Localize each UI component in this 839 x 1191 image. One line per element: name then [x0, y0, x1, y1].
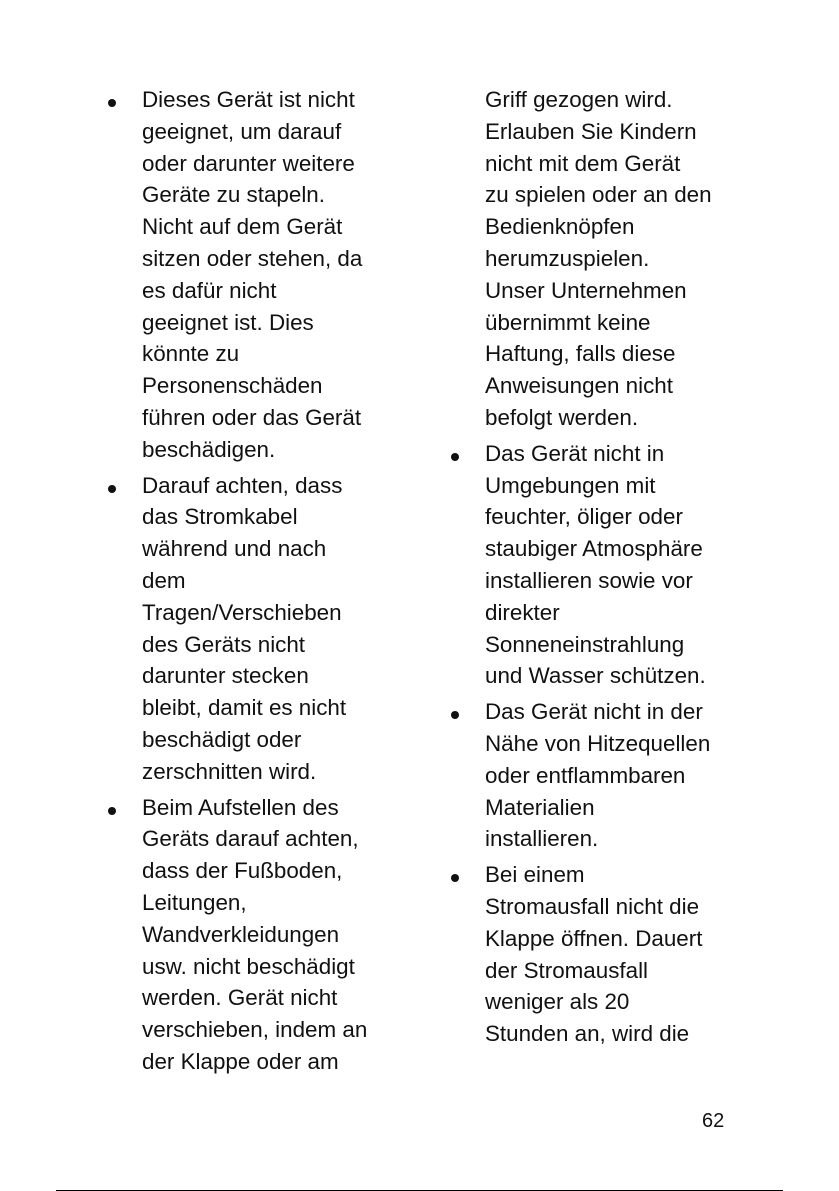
text-line: Anweisungen nicht: [485, 373, 673, 399]
text-line: Das Gerät nicht in der: [485, 699, 703, 725]
text-line: installieren sowie vor: [485, 567, 693, 593]
text-line: dem: [142, 567, 186, 593]
text-line: Sonneneinstrahlung: [485, 631, 685, 657]
text-line: Leitungen,: [142, 889, 247, 915]
bullet-item: [443, 859, 743, 1050]
text-line: zerschnitten wird.: [142, 758, 317, 784]
text-line: der Klappe oder am: [142, 1048, 339, 1074]
bullet-icon: [108, 470, 120, 502]
right-column: [443, 84, 743, 1054]
bullet-icon: [451, 696, 463, 728]
text-line: Stunden an, wird die: [485, 1021, 690, 1047]
text-line: direkter: [485, 599, 560, 625]
text-line: beschädigen.: [142, 436, 276, 462]
text-line: Personenschäden: [142, 373, 323, 399]
text-line: Bedienknöpfen: [485, 214, 635, 240]
text-line: geeignet, um darauf: [142, 118, 342, 144]
text-line: übernimmt keine: [485, 309, 651, 335]
text-line: es dafür nicht: [142, 277, 277, 303]
text-line: Bei einem: [485, 862, 585, 888]
text-line: Stromausfall nicht die: [485, 893, 700, 919]
text-line: bleibt, damit es nicht: [142, 695, 347, 721]
text-line: Umgebungen mit: [485, 472, 656, 498]
text-line: oder entflammbaren: [485, 762, 686, 788]
text-line: geeignet ist. Dies: [142, 309, 314, 335]
text-line: Darauf achten, dass: [142, 472, 343, 498]
text-line: verschieben, indem an: [142, 1017, 368, 1043]
text-line: der Stromausfall: [485, 957, 649, 983]
text-line: darunter stecken: [142, 663, 309, 689]
text-line: Tragen/Verschieben: [142, 599, 342, 625]
text-line: führen oder das Gerät: [142, 404, 362, 430]
bullet-item: [100, 792, 400, 1078]
text-line: Wandverkleidungen: [142, 921, 340, 947]
text-line: und Wasser schützen.: [485, 663, 706, 689]
bullet-item: [443, 438, 743, 692]
text-line: Griff gezogen wird.: [485, 87, 673, 112]
text-line: herumzuspielen.: [485, 245, 650, 271]
text-line: sitzen oder stehen, da: [142, 245, 363, 271]
text-line: Materialien: [485, 794, 595, 820]
text-line: Erlauben Sie Kindern: [485, 118, 697, 144]
bullet-item: [443, 696, 743, 855]
bullet-icon: [451, 438, 463, 470]
text-line: installieren.: [485, 826, 599, 852]
bullet-icon: [108, 84, 120, 116]
continued-paragraph: [443, 84, 743, 434]
text-line: weniger als 20: [485, 989, 630, 1015]
text-line: werden. Gerät nicht: [142, 985, 338, 1011]
text-line: das Stromkabel: [142, 504, 298, 530]
text-line: oder darunter weitere: [142, 150, 355, 176]
text-line: während und nach: [142, 536, 327, 562]
text-line: Nähe von Hitzequellen: [485, 730, 711, 756]
text-line: Das Gerät nicht in: [485, 440, 665, 466]
text-line: befolgt werden.: [485, 404, 639, 430]
text-line: Beim Aufstellen des: [142, 794, 339, 820]
page-number: 62: [702, 1110, 725, 1132]
text-line: könnte zu: [142, 341, 240, 367]
text-line: Geräte zu stapeln.: [142, 182, 325, 208]
text-line: feuchter, öliger oder: [485, 504, 683, 530]
text-line: Haftung, falls diese: [485, 341, 676, 367]
text-line: usw. nicht beschädigt: [142, 953, 355, 979]
left-column: [100, 84, 400, 1082]
text-line: Klappe öffnen. Dauert: [485, 925, 703, 951]
text-line: Unser Unternehmen: [485, 277, 687, 303]
text-line: beschädigt oder: [142, 726, 302, 752]
text-line: dass der Fußboden,: [142, 858, 343, 884]
text-line: Nicht auf dem Gerät: [142, 214, 343, 240]
text-line: des Geräts nicht: [142, 631, 306, 657]
text-line: Dieses Gerät ist nicht: [142, 87, 355, 112]
bullet-item: [100, 470, 400, 788]
bullet-icon: [451, 859, 463, 891]
bullet-item: [100, 84, 400, 466]
text-line: nicht mit dem Gerät: [485, 150, 681, 176]
text-line: Geräts darauf achten,: [142, 826, 359, 852]
bullet-icon: [108, 792, 120, 824]
text-line: zu spielen oder an den: [485, 182, 712, 208]
text-line: staubiger Atmosphäre: [485, 536, 703, 562]
